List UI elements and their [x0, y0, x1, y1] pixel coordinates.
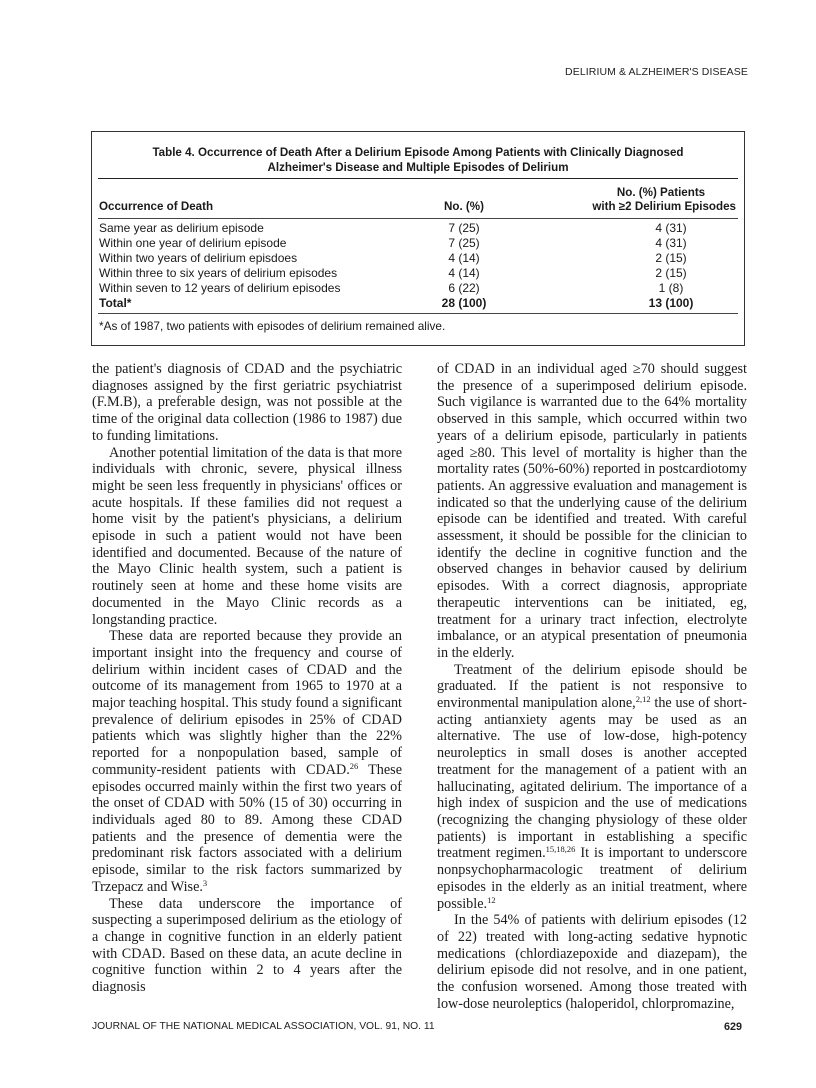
total-label: Total* [99, 296, 132, 310]
journal-footer: JOURNAL OF THE NATIONAL MEDICAL ASSOCIATION, VOL. 91, NO. 11 [92, 1021, 435, 1032]
table-body [99, 221, 736, 311]
row-multi: 1 (8) [658, 281, 684, 295]
citation-ref: 15,18,26 [545, 844, 576, 855]
total-multi: 13 (100) [648, 296, 694, 310]
citation-ref: 12 [487, 894, 496, 905]
row-multi: 4 (31) [655, 221, 687, 235]
table-4 [91, 131, 745, 346]
paragraph [437, 662, 747, 913]
table-row [99, 251, 736, 266]
row-multi: 2 (15) [655, 251, 687, 265]
row-no-pct: 7 (25) [448, 221, 480, 235]
table-top-rule [98, 178, 738, 179]
paragraph [92, 628, 402, 895]
citation-ref: 3 [202, 877, 208, 888]
row-no-pct: 4 (14) [448, 266, 480, 280]
row-no-pct: 4 (14) [448, 251, 480, 265]
citation-ref: 2,12 [635, 694, 651, 705]
header-multiple-episodes [566, 186, 736, 214]
page-number: 629 [724, 1021, 743, 1033]
paragraph-text: These episodes occurred mainly within the first two years of the onset of CDAD with 50% (15 of 30) occurring in individuals aged 80 to 89. Among these CDAD patients and the presence of dementia were the predominant risk factors associated with a delirium episode, similar to the risk factors summarized by Trzepacz and Wise. [92, 761, 402, 895]
row-no-pct: 7 (25) [448, 236, 480, 250]
row-label: Within two years of delirium episdoes [99, 251, 298, 265]
right-column [437, 361, 747, 1012]
table-row [99, 281, 736, 296]
paragraph: In the 54% of patients with delirium episodes (12 of 22) treated with long-acting sedative hypnotic medications (chlordiazepoxide and diazepam), the delirium episode did not resolve, and in one patient, the confusion worsened. Among those treated with low-dose neuroleptics (haloperidol, chlorpromazine, [437, 912, 747, 1012]
header-occurrence-of-death: Occurrence of Death [99, 200, 214, 213]
row-label: Within three to six years of delirium episodes [99, 266, 338, 280]
paragraph-text: Treatment of the delirium episode should be graduated. If the patient is not responsive to environmental manipulation alone, [437, 661, 747, 712]
paragraph-text: These data are reported because they provide an important insight into the frequency and course of delirium within incident cases of CDAD and the outcome of its management from 1965 to 1970 at a major teaching hospital. This study found a significant prevalence of delirium episodes in 25% of CDAD patients which was slightly higher than the 22% reported for a nonpopulation based, sample of community-resident patients with CDAD. [92, 628, 402, 778]
table-footnote: *As of 1987, two patients with episodes of delirium remained alive. [99, 319, 446, 333]
table-row [99, 236, 736, 251]
table-title-line-2: Alzheimer's Disease and Multiple Episodes of Delirium [267, 161, 569, 174]
header-multiple-episodes-line-1: No. (%) Patients [616, 186, 706, 199]
paragraph-text: the use of short-acting antianxiety agents may be used as an alternative. The use of low-dose, high-potency neuroleptics in small doses is another accepted treatment for the management of a patient with an hallucinating, agitated delirium. The importance of a high index of suspicion and the use of medications (recognizing the changing physiology of these older patients) is important in establishing a specific treatment regimen. [437, 695, 747, 862]
row-multi: 4 (31) [655, 236, 687, 250]
paragraph: These data underscore the importance of suspecting a superimposed delirium as the etiology of a change in cognitive function in an elderly patient with CDAD. Based on these data, an acute decline in cognitive function within 2 to 4 years after the diagnosis [92, 895, 402, 996]
table-title [92, 145, 744, 175]
row-label: Within one year of delirium episode [99, 236, 287, 250]
table-row [99, 221, 736, 236]
left-column [92, 361, 402, 996]
table-row [99, 266, 736, 281]
citation-ref: 26 [349, 760, 359, 771]
table-title-line-1: Table 4. Occurrence of Death After a Delirium Episode Among Patients with Clinically Diagnosed [152, 146, 684, 159]
paragraph: the patient's diagnosis of CDAD and the psychiatric diagnoses assigned by the first geriatric psychiatrist (F.M.B), a preferable design, was not possible at the time of the original data collection (1986 to 1987) due to funding limitations. [92, 361, 402, 444]
table-bottom-rule [98, 313, 738, 314]
row-no-pct: 6 (22) [448, 281, 480, 295]
running-head: DELIRIUM & ALZHEIMER'S DISEASE [565, 66, 748, 78]
row-label: Within seven to 12 years of delirium episodes [99, 281, 341, 295]
row-multi: 2 (15) [655, 266, 687, 280]
table-header-rule [98, 218, 738, 219]
total-no-pct: 28 (100) [441, 296, 487, 310]
header-multiple-episodes-line-2: with ≥2 Delirium Episodes [592, 200, 736, 213]
row-label: Same year as delirium episode [99, 221, 264, 235]
paragraph-text: It is important to underscore nonpsychopharmacologic treatment of delirium episodes in the elderly as an initial treatment, where possible. [437, 845, 747, 912]
paragraph: of CDAD in an individual aged ≥70 should suggest the presence of a superimposed delirium episode. Such vigilance is warranted due to the 64% mortality observed in this sample, which occurred within two years of a delirium episode, particularly in patients aged ≥80. This level of mortality is higher than the mortality rates (50%-60%) reported in postcardiotomy patients. An aggressive evaluation and management is indicated so that the underlying cause of the delirium episode can be identified and treated. With careful assessment, it should be possible for the clinician to identify the decline in cognitive function and the observed changes in behavior caused by delirium episodes. With a correct diagnosis, appropriate therapeutic interventions can be initiated, eg, treatment for a urinary tract infection, electrolyte imbalance, or an atypical presentation of pneumonia in the elderly. [437, 361, 747, 661]
paragraph: Another potential limitation of the data is that more individuals with chronic, severe, physical illness might be seen less frequently in physicians' offices or acute hospitals. If these families did not request a home visit by the patient's physicians, a delirium episode in such a patient would not have been identified and documented. Because of the nature of the Mayo Clinic health system, such a patient is routinely seen at home and these home visits are documented in the Mayo Clinic records as a longstanding practice. [92, 444, 402, 628]
table-total-row [99, 296, 736, 311]
header-no-pct: No. (%) [444, 200, 484, 213]
